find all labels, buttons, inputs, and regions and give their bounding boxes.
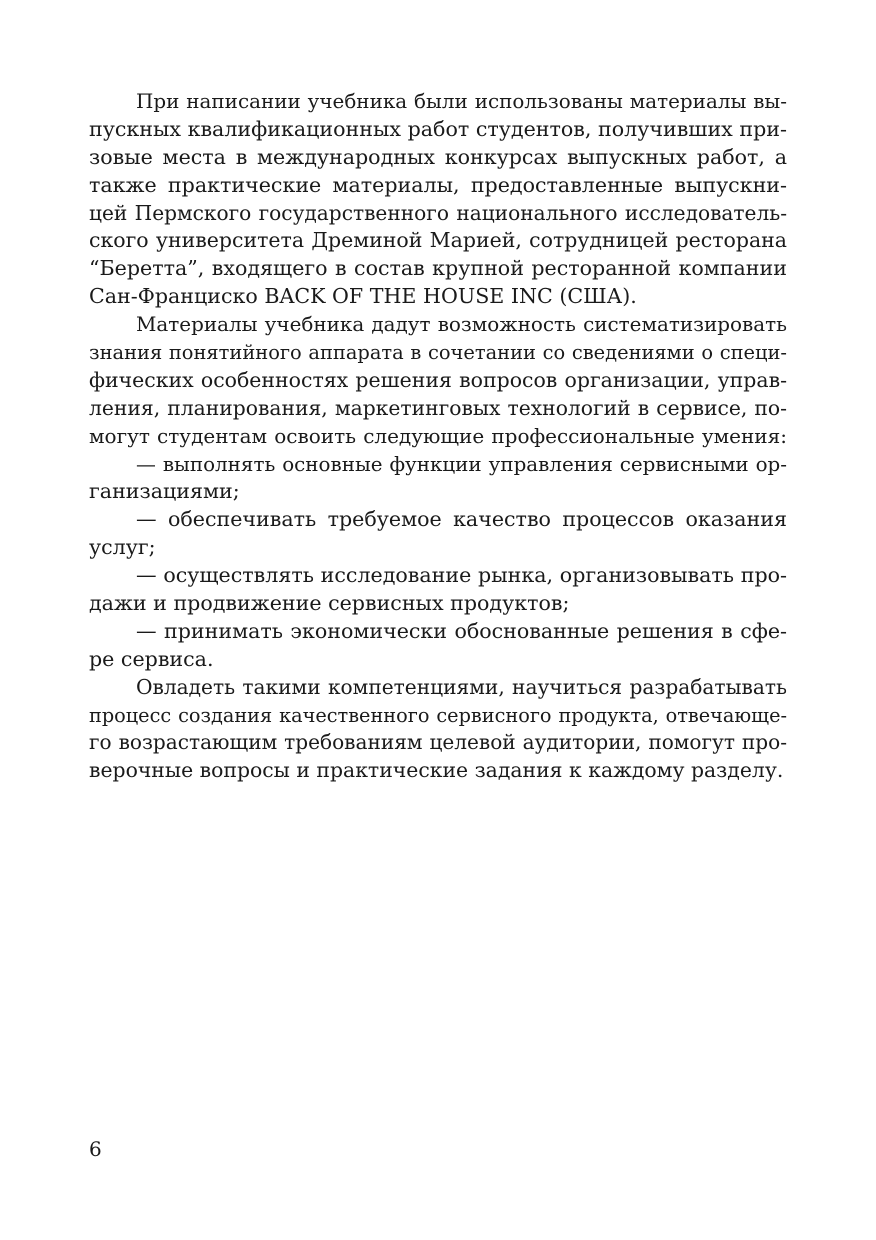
- text-line: го возрастающим требованиям целевой аудитории, помогут про-: [89, 730, 787, 755]
- text-line: пускных квалификационных работ студентов, получивших при-: [89, 116, 787, 141]
- text-line: зовые места в международных конкурсах выпускных работ, а: [89, 144, 787, 169]
- page-number: 6: [89, 1137, 102, 1161]
- text-line: — выполнять основные функции управления сервисными ор-: [136, 452, 787, 476]
- text-line: также практические материалы, предоставленные выпускни-: [89, 172, 787, 197]
- text-line: Материалы учебника дадут возможность систематизировать: [136, 313, 787, 337]
- text-line: знания понятийного аппарата в сочетании со сведениями о специ-: [89, 341, 787, 365]
- text-line: услуг;: [89, 535, 156, 560]
- text-line: могут студентам освоить следующие профессиональные умения:: [89, 423, 787, 448]
- text-line: ганизациями;: [89, 479, 240, 504]
- text-line: ре сервиса.: [89, 646, 214, 671]
- text-line: — осуществлять исследование рынка, организовывать про-: [136, 563, 787, 588]
- text-line: процесс создания качественного сервисного продукта, отвечающе-: [89, 703, 787, 727]
- text-line: Сан-Франциско BACK OF THE HOUSE INC (США).: [89, 284, 637, 309]
- text-line: — принимать экономически обоснованные решения в сфе-: [136, 618, 787, 643]
- text-line: ского университета Дреминой Марией, сотрудницей ресторана: [89, 228, 787, 253]
- text-line: При написании учебника были использованы материалы вы-: [136, 90, 787, 113]
- body-text: [89, 88, 787, 785]
- text-line: — обеспечивать требуемое качество процессов оказания: [136, 507, 787, 532]
- text-line: дажи и продвижение сервисных продуктов;: [89, 591, 570, 616]
- text-line: “Беретта”, входящего в состав крупной ресторанной компании: [89, 256, 787, 281]
- text-line: цей Пермского государственного национального исследователь-: [89, 200, 787, 225]
- text-line: Овладеть такими компетенциями, научиться разрабатывать: [136, 674, 787, 699]
- text-line: фических особенностях решения вопросов организации, управ-: [89, 367, 787, 392]
- text-line: верочные вопросы и практические задания к каждому разделу.: [89, 758, 784, 783]
- text-line: ления, планирования, маркетинговых технологий в сервисе, по-: [89, 395, 787, 420]
